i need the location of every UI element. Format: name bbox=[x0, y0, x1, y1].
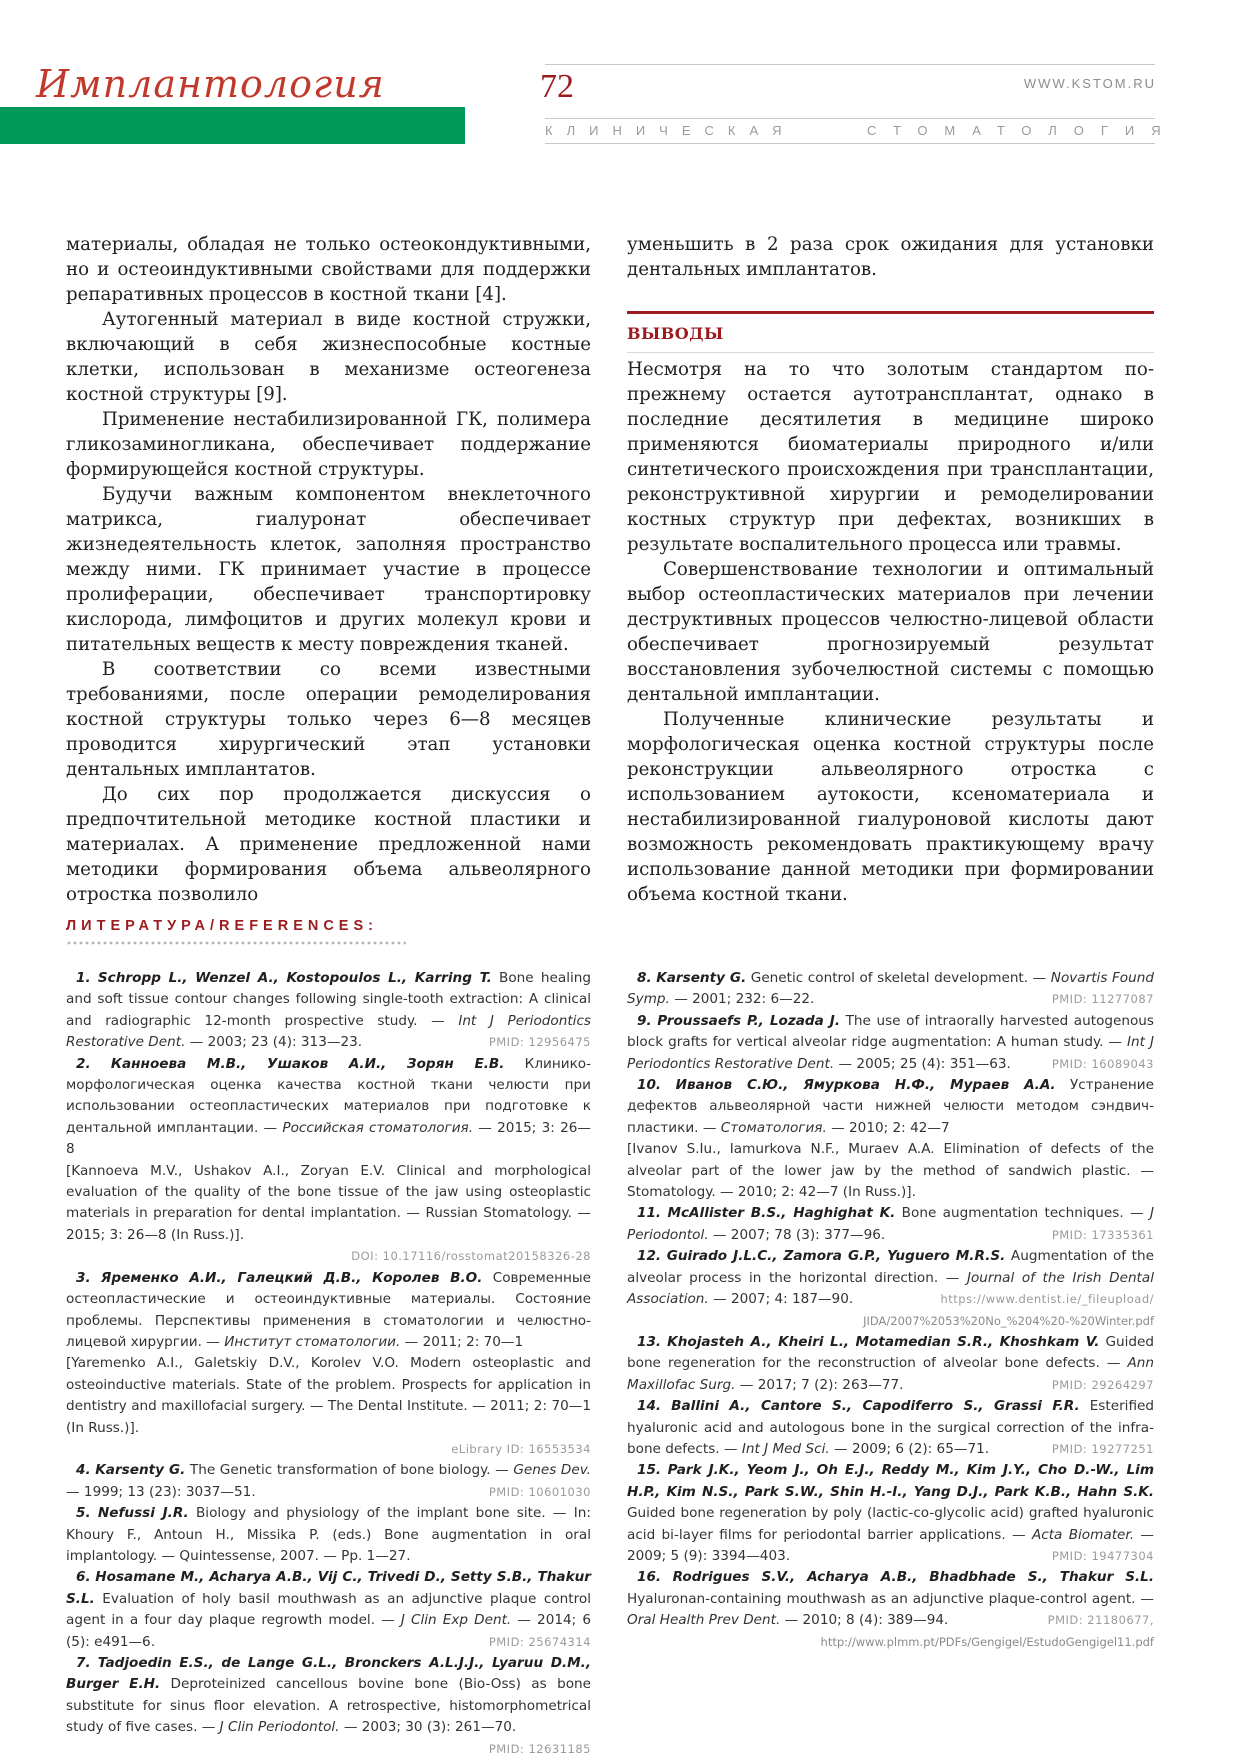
journal-name-word-2: СТОМАТОЛОГИЯ bbox=[867, 123, 1178, 138]
body-paragraph: материалы, обладая не только остеокондуктивными, но и остеоиндуктивными свойствами для поддержки репаративных процессов в костной ткани [4]. bbox=[66, 234, 591, 305]
reference-source: Genes Dev. bbox=[513, 1462, 591, 1479]
reference-number: 10. bbox=[637, 1077, 662, 1094]
reference-number: 3. bbox=[76, 1269, 91, 1286]
reference-text: Современные остеопластические и остеоиндуктивные материалы. Состояние проблемы. Перспективы применения в стоматологии и челюстно-лицевой хирургии. — bbox=[66, 1269, 591, 1350]
reference-details: — 2009; 6 (2): 65—71. bbox=[829, 1440, 990, 1457]
reference-number: 8. bbox=[637, 970, 652, 986]
conclusions-rule bbox=[627, 311, 1154, 314]
body-paragraph: Аутогенный материал в виде костной стружки, включающий в себя жизнеспособные костные клетки, использован в механизме остеогенеза костной структуры [9]. bbox=[66, 309, 591, 405]
reference-source: Int J Periodontics Restorative Dent. bbox=[66, 1012, 591, 1051]
reference-text: Клинико-морфологическая оценка качества костной ткани челюсти при использовании остеопластических материалов при подготовке к дентальной имплантации. — bbox=[66, 1055, 591, 1136]
reference-text: Evaluation of holy basil mouthwash as an adjunctive plaque control agent in a four day plaque regrowth model. — bbox=[66, 1590, 591, 1629]
conclusions-paragraph: Полученные клинические результаты и морфологическая оценка костной структуры после реконструкции альвеолярного отростка с использованием аутокости, ксеноматериала и нестабилизированной гиалуроновой кислоты дают возможность рекомендовать практикующему врачу использование данной методики при формировании объема костной ткани. bbox=[627, 709, 1154, 905]
reference-details: — 2009; 5 (9): 3394—403. bbox=[627, 1526, 1154, 1564]
reference-authors: Rodrigues S.V., Acharya A.B., Bhadbhade S., Thakur S.L. bbox=[672, 1569, 1154, 1586]
reference-authors: Канноева М.В., Ушаков А.И., Зорян Е.В. bbox=[110, 1055, 505, 1072]
reference-details: — 2017; 7 (2): 263—77. bbox=[735, 1376, 904, 1393]
reference-source: Int J Periodontics Restorative Dent. bbox=[627, 1034, 1154, 1072]
reference-source: Int J Med Sci. bbox=[741, 1440, 830, 1457]
reference-text: Guided bone regeneration by poly (lactic-co-glycolic acid) grafted hyaluronic acid bi-layer films for periodontal barrier applications. — bbox=[627, 1505, 1154, 1543]
reference-identifier[interactable]: PMID: 11277087 bbox=[1051, 992, 1154, 1007]
reference-number: 15. bbox=[637, 1462, 662, 1479]
reference-authors: McAllister B.S., Haghighat K. bbox=[667, 1205, 896, 1222]
reference-link[interactable]: http://www.plmm.pt/PDFs/Gengigel/EstudoGengigel11.pdf bbox=[820, 1634, 1154, 1649]
reference-text: Hyaluronan-containing mouthwash as an adjunctive plaque-control agent. — bbox=[627, 1590, 1154, 1607]
body-column-right bbox=[627, 232, 1154, 907]
reference-source: Стоматология. bbox=[720, 1119, 827, 1136]
reference-source: Институт стоматологии. bbox=[224, 1333, 401, 1350]
reference-item bbox=[627, 1246, 1154, 1332]
reference-identifier[interactable]: PMID: 12631185 bbox=[488, 1741, 591, 1756]
reference-number: 6. bbox=[76, 1569, 91, 1586]
reference-details: — 2005; 25 (4): 351—63. bbox=[834, 1055, 1011, 1072]
conclusions-paragraph: Несмотря на то что золотым стандартом по-прежнему остается аутотрансплантат, однако в последние десятилетия в медицине широко применяются биоматериалы природного и/или синтетического происхождения при трансплантации, реконструктивной хирургии и ремоделировании костных структур при дефектах, возникших в результате воспалительного процесса или травмы. bbox=[627, 359, 1154, 555]
reference-number: 1. bbox=[76, 970, 91, 986]
references-column-right bbox=[627, 968, 1154, 1653]
reference-authors: Иванов С.Ю., Ямуркова Н.Ф., Мураев А.А. bbox=[675, 1077, 1056, 1094]
reference-source: J Periodontol. bbox=[627, 1205, 1154, 1243]
reference-details: — 2015; 3: 26—8 bbox=[66, 1119, 591, 1158]
reference-authors: Hosamane M., Acharya A.B., Vij C., Trivedi D., Setty S.B., Thakur S.L. bbox=[66, 1569, 591, 1607]
reference-text: Esterified hyaluronic acid and autologous bone in the surgical correction of the infra-bone defects. — bbox=[627, 1398, 1155, 1457]
body-paragraph: В соответствии со всеми известными требованиями, после операции ремоделирования костной структуры только через 6—8 месяцев проводится хирургический этап установки дентальных имплантатов. bbox=[66, 659, 591, 780]
reference-source: Novartis Found Symp. bbox=[627, 970, 1154, 1008]
reference-identifier[interactable]: PMID: 12956475 bbox=[488, 1035, 591, 1050]
reference-number: 11. bbox=[637, 1205, 662, 1222]
reference-authors: Яременко А.И., Галецкий Д.В., Королев В.О. bbox=[100, 1269, 483, 1286]
body-paragraph: уменьшить в 2 раза срок ожидания для установки дентальных имплантатов. bbox=[627, 234, 1154, 280]
reference-source: Journal of the Irish Dental Association. bbox=[627, 1269, 1154, 1308]
reference-details: — 2003; 30 (3): 261—70. bbox=[339, 1719, 517, 1736]
reference-translation: [Kannoeva M.V., Ushakov A.I., Zoryan E.V. Clinical and morphological evaluation of the quality of the bone tissue of the jaw using osteoplastic materials in preparation for dental implantation. — Russian Stomatology. — 2015; 3: 26—8 (In Russ.)]. bbox=[66, 1162, 591, 1243]
body-column-left bbox=[66, 232, 591, 907]
reference-number: 9. bbox=[637, 1012, 652, 1029]
reference-identifier[interactable]: PMID: 10601030 bbox=[488, 1484, 591, 1499]
reference-text: Genetic control of skeletal development. — bbox=[746, 970, 1051, 986]
reference-item bbox=[66, 1054, 591, 1268]
reference-authors: Guirado J.L.C., Zamora G.P., Yuguero M.R.S. bbox=[666, 1248, 1006, 1265]
references-dotted-rule bbox=[66, 940, 406, 946]
reference-identifier[interactable]: https://www.dentist.ie/_fileupload/ bbox=[940, 1292, 1154, 1307]
reference-authors: Park J.K., Yeom J., Oh E.J., Reddy M., Kim J.Y., Cho D.-W., Lim H.P., Kim N.S., Park S.W., Shin H.-I., Yang D.J., Park K.B., Hahn S.K. bbox=[627, 1462, 1154, 1500]
reference-source: Ann Maxillofac Surg. bbox=[627, 1355, 1154, 1393]
reference-item bbox=[627, 1011, 1154, 1075]
reference-identifier[interactable]: PMID: 19477304 bbox=[1051, 1548, 1154, 1563]
site-url[interactable]: WWW.KSTOM.RU bbox=[1023, 76, 1156, 91]
reference-details: — 2014; 6 (5): e491—6. bbox=[66, 1612, 591, 1650]
reference-number: 14. bbox=[637, 1398, 662, 1415]
reference-identifier[interactable]: PMID: 25674314 bbox=[488, 1634, 591, 1649]
journal-name-word-1: КЛИНИЧЕСКАЯ bbox=[545, 123, 796, 138]
reference-identifier[interactable]: PMID: 16089043 bbox=[1051, 1056, 1154, 1071]
reference-authors: Karsenty G. bbox=[95, 1462, 186, 1479]
reference-item bbox=[66, 1653, 591, 1760]
reference-text: Guided bone regeneration for the reconstruction of alveolar bone defects. — bbox=[627, 1333, 1154, 1372]
reference-item bbox=[627, 1396, 1154, 1460]
references-heading: ЛИТЕРАТУРА/REFERENCES: bbox=[66, 918, 378, 934]
reference-number: 12. bbox=[637, 1248, 662, 1265]
reference-text: Bone healing and soft tissue contour changes following single-tooth extraction: A clinical and radiographic 12-month prospective study. — bbox=[66, 970, 591, 1029]
reference-details: — 2011; 2: 70—1 bbox=[400, 1333, 524, 1350]
reference-source: J Clin Periodontol. bbox=[219, 1719, 340, 1736]
reference-identifier[interactable]: PMID: 21180677, bbox=[1047, 1613, 1154, 1628]
body-paragraph: Будучи важным компонентом внеклеточного матрикса, гиалуронат обеспечивает жизнедеятельность клеток, заполняя пространство между ними. ГК принимает участие в процессе пролиферации, обеспечивает транспортировку кислорода, лимфоцитов и других молекул крови и питательных веществ к месту повреждения тканей. bbox=[66, 484, 591, 655]
references-column-left bbox=[66, 968, 591, 1760]
reference-text: Biology and physiology of the implant bone site. — In: Khoury F., Antoun H., Missika P. (eds.) Bone augmentation in oral implantology. — Quintessense, 2007. — Pp. 1—27. bbox=[66, 1505, 591, 1564]
reference-identifier[interactable]: eLibrary ID: 16553534 bbox=[451, 1441, 591, 1456]
reference-details: — 2007; 4: 187—90. bbox=[708, 1291, 854, 1308]
page-header bbox=[0, 0, 1240, 150]
header-rule bbox=[545, 64, 1155, 65]
reference-details: — 2010; 2: 42—7 bbox=[826, 1119, 950, 1136]
reference-source: Российская стоматология. bbox=[282, 1119, 474, 1136]
reference-details: — 1999; 13 (23): 3037—51. bbox=[66, 1483, 256, 1500]
reference-item bbox=[627, 1332, 1154, 1396]
reference-text: The use of intraorally harvested autogenous block grafts for vertical alveolar ridge augmentation: A human study. — bbox=[627, 1012, 1155, 1051]
reference-details: — 2007; 78 (3): 377—96. bbox=[708, 1226, 886, 1243]
reference-item bbox=[627, 1075, 1154, 1203]
reference-link[interactable]: JIDA/2007%2053%20No_%204%20-%20Winter.pdf bbox=[863, 1313, 1154, 1328]
journal-name-bar bbox=[545, 118, 1178, 144]
section-color-bar bbox=[0, 107, 465, 144]
reference-item bbox=[66, 1460, 591, 1503]
page-number: 72 bbox=[540, 68, 574, 105]
reference-text: Augmentation of the alveolar process in the horizontal direction. — bbox=[627, 1248, 1154, 1286]
reference-source: Acta Biomater. bbox=[1031, 1526, 1135, 1543]
reference-authors: Tadjoedin E.S., de Lange G.L., Bronckers A.L.J.J., Lyaruu D.M., Burger E.H. bbox=[66, 1655, 591, 1693]
reference-item bbox=[627, 1567, 1154, 1653]
reference-number: 2. bbox=[76, 1055, 91, 1072]
reference-authors: Ballini A., Cantore S., Capodiferro S., Grassi F.R. bbox=[671, 1398, 1080, 1415]
reference-text: Bone augmentation techniques. — bbox=[895, 1205, 1150, 1222]
reference-number: 13. bbox=[637, 1333, 662, 1350]
reference-translation: [Ivanov S.Iu., Iamurkova N.F., Muraev A.A. Elimination of defects of the alveolar part of the lower jaw by the method of sandwich plastic. — Stomatology. — 2010; 2: 42—7 (In Russ.)]. bbox=[627, 1141, 1154, 1201]
reference-item bbox=[627, 1460, 1154, 1567]
reference-details: — 2003; 23 (4): 313—23. bbox=[185, 1034, 363, 1051]
body-paragraph: Применение нестабилизированной ГК, полимера гликозаминогликана, обеспечивает поддержание формирующейся костной структуры. bbox=[66, 409, 591, 480]
reference-item bbox=[66, 1567, 591, 1653]
reference-item bbox=[66, 1268, 591, 1461]
section-title: Имплантология bbox=[36, 62, 385, 106]
reference-item bbox=[627, 1203, 1154, 1246]
reference-identifier[interactable]: PMID: 29264297 bbox=[1051, 1377, 1154, 1392]
reference-item bbox=[66, 968, 591, 1054]
reference-text: Устранение дефектов альвеолярной части нижней челюсти методом сэндвич-пластики. — bbox=[627, 1077, 1154, 1136]
reference-text: The Genetic transformation of bone biology. — bbox=[185, 1462, 514, 1479]
reference-authors: Nefussi J.R. bbox=[97, 1505, 189, 1522]
reference-item bbox=[627, 968, 1154, 1011]
reference-number: 4. bbox=[76, 1462, 91, 1479]
conclusions-heading: ВЫВОДЫ bbox=[627, 321, 1154, 353]
reference-details: — 2010; 8 (4): 389—94. bbox=[780, 1612, 949, 1629]
reference-translation: [Yaremenko A.I., Galetskiy D.V., Korolev V.O. Modern osteoplastic and osteoinductive materials. State of the problem. Prospects for application in dentistry and maxillofacial surgery. — The Dental Institute. — 2011; 2: 70—1 (In Russ.)]. bbox=[66, 1355, 591, 1436]
reference-source: J Clin Exp Dent. bbox=[400, 1612, 512, 1629]
reference-details: — 2001; 232: 6—22. bbox=[669, 991, 815, 1008]
reference-text: Deproteinized cancellous bovine bone (Bio-Oss) as bone substitute for sinus floor elevation. A retrospective, histomorphometrical study of five cases. — bbox=[66, 1676, 591, 1736]
reference-number: 5. bbox=[76, 1505, 91, 1522]
reference-authors: Karsenty G. bbox=[656, 970, 747, 986]
reference-identifier[interactable]: PMID: 17335361 bbox=[1051, 1227, 1154, 1242]
reference-number: 7. bbox=[76, 1655, 91, 1671]
reference-number: 16. bbox=[637, 1569, 662, 1586]
conclusions-paragraph: Совершенствование технологии и оптимальный выбор остеопластических материалов при лечении деструктивных процессов челюстно-лицевой области обеспечивает прогнозируемый результат восстановления зубочелюстной системы с помощью дентальной имплантации. bbox=[627, 559, 1154, 705]
reference-authors: Khojasteh A., Kheiri L., Motamedian S.R., Khoshkam V. bbox=[667, 1333, 1100, 1350]
reference-item bbox=[66, 1503, 591, 1567]
reference-identifier[interactable]: DOI: 10.17116/rosstomat20158326-28 bbox=[351, 1249, 591, 1264]
reference-authors: Schropp L., Wenzel A., Kostopoulos L., Karring T. bbox=[97, 970, 492, 986]
reference-source: Oral Health Prev Dent. bbox=[627, 1612, 781, 1629]
reference-authors: Proussaefs P., Lozada J. bbox=[657, 1012, 841, 1029]
body-paragraph: До сих пор продолжается дискуссия о предпочтительной методике костной пластики и материалах. А применение предложенной нами методики формирования объема альвеолярного отростка позволило bbox=[66, 784, 591, 905]
reference-identifier[interactable]: PMID: 19277251 bbox=[1051, 1441, 1154, 1456]
